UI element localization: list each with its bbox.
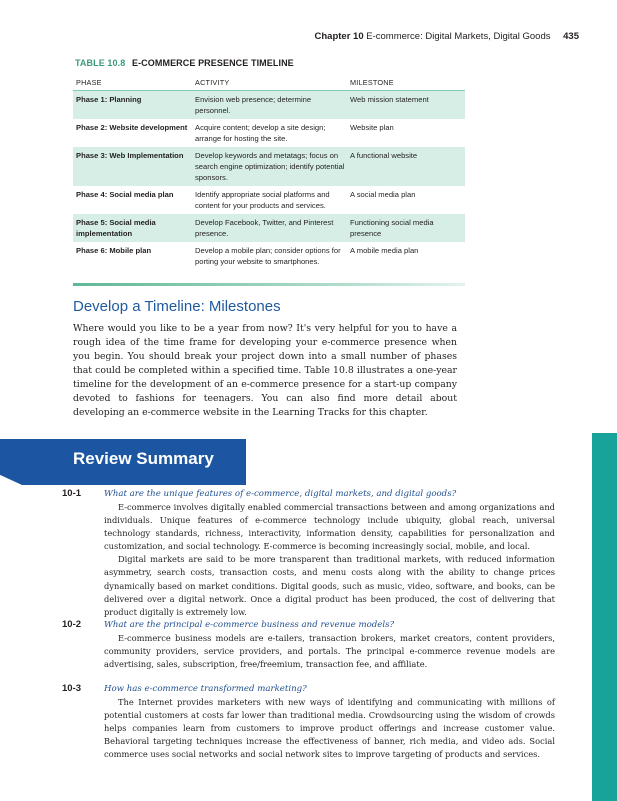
phase-cell: Phase 2: Website development <box>76 123 188 132</box>
review-answer: E-commerce business models are e-tailers, transaction brokers, market creators, content providers, community providers, service providers, and portals. The principal e-commerce revenue models are advertising, sales, subscription, free/freemium, transaction fee, and affiliate. <box>104 633 555 670</box>
table-row <box>73 186 465 214</box>
phase-cell: Phase 1: Planning <box>73 91 192 120</box>
table-label: TABLE 10.8 <box>75 58 126 68</box>
milestone-cell: Website plan <box>350 123 394 132</box>
activity-cell: Develop keywords and metatags; focus on search engine optimization; identify potential sponsors. <box>192 147 347 186</box>
review-question: How has e-commerce transformed marketing? <box>104 684 307 694</box>
review-item <box>62 619 555 671</box>
column-header-milestone: MILESTONE <box>347 75 465 91</box>
table-row <box>73 119 465 147</box>
activity-cell: Develop Facebook, Twitter, and Pinterest presence. <box>192 214 347 242</box>
activity-cell: Identify appropriate social platforms and content for your products and services. <box>195 190 330 210</box>
table-title <box>75 58 294 68</box>
activity-cell: Envision web presence; determine personnel. <box>192 91 347 120</box>
objective-number: 10-2 <box>62 619 82 630</box>
review-answer: Digital markets are said to be more transparent than traditional markets, with reduced information asymmetry, search costs, transaction costs, and menu costs along with the ability to change prices dynamically based on market conditions. Digital goods, such as music, video, software, and books, can be delivered over a digital network. Once a digital product has been produced, the cost of delivering that product digitally is extremely low. <box>104 554 555 617</box>
chapter-number: Chapter 10 <box>314 31 364 42</box>
milestone-cell: A social media plan <box>350 190 416 199</box>
page-number: 435 <box>563 31 579 42</box>
milestone-cell: A mobile media plan <box>350 246 419 255</box>
timeline-table <box>73 75 465 270</box>
milestone-cell: A functional website <box>347 147 465 186</box>
column-header-activity: ACTIVITY <box>192 75 347 91</box>
section-body-text: Where would you like to be a year from now? It's very helpful for you to have a rough idea of the time frame for developing your e-commerce presence when you begin. You should break your project down into a small number of phases that could be completed within a specified time. Table 10.8 illustrates a one-year timeline for the development of an e-commerce presence for a start-up company devoted to fashions for teenagers. You can also find more detail about developing an e-commerce website in the Learning Tracks for this chapter. <box>73 323 457 418</box>
activity-cell: Acquire content; develop a site design; arrange for hosting the site. <box>195 123 326 143</box>
table-header-row <box>73 75 465 91</box>
review-answer: E-commerce involves digitally enabled commercial transactions between and among organizations and individuals. Unique features of e-commerce technology include ubiquity, global reach, universal technology standards, richness, interactivity, information density, capabilities for personalization and customization, and social technology. E-commerce is becoming increasingly social, mobile, and local. <box>104 502 555 552</box>
activity-cell: Develop a mobile plan; consider options for porting your website to smartphones. <box>195 246 341 266</box>
column-header-phase: PHASE <box>73 75 192 91</box>
review-summary-title: Review Summary <box>73 449 214 468</box>
review-question: What are the unique features of e-commerce, digital markets, and digital goods? <box>104 489 457 499</box>
milestone-cell: Web mission statement <box>347 91 465 120</box>
table-row <box>73 91 465 120</box>
phase-cell: Phase 3: Web Implementation <box>73 147 192 186</box>
objective-number: 10-1 <box>62 488 82 499</box>
chapter-title: E-commerce: Digital Markets, Digital Goods <box>366 31 551 42</box>
review-answer: The Internet provides marketers with new ways of identifying and communicating with millions of potential customers at costs far lower than traditional media. Crowdsourcing using the wisdom of crowds helps companies learn from customers to improve product offerings and increase customer value. Behavioral targeting techniques increase the effectiveness of banner, rich media, and video ads. Social commerce uses social networks and social network sites to improve targeting of products and services. <box>104 697 555 760</box>
review-item <box>62 488 555 619</box>
table-row <box>73 242 465 270</box>
page-edge-tab <box>592 433 617 801</box>
review-item <box>62 683 555 761</box>
table-row <box>73 214 465 242</box>
running-head <box>315 31 580 42</box>
review-question: What are the principal e-commerce business and revenue models? <box>104 620 395 630</box>
phase-cell: Phase 4: Social media plan <box>76 190 174 199</box>
phase-cell: Phase 6: Mobile plan <box>76 246 152 255</box>
table-bottom-rule <box>73 283 465 286</box>
milestone-cell: Functioning social media presence <box>347 214 465 242</box>
phase-cell: Phase 5: Social media implementation <box>73 214 192 242</box>
table-row <box>73 147 465 186</box>
table-caption: E-COMMERCE PRESENCE TIMELINE <box>131 58 294 68</box>
section-heading: Develop a Timeline: Milestones <box>73 298 281 315</box>
objective-number: 10-3 <box>62 683 82 694</box>
